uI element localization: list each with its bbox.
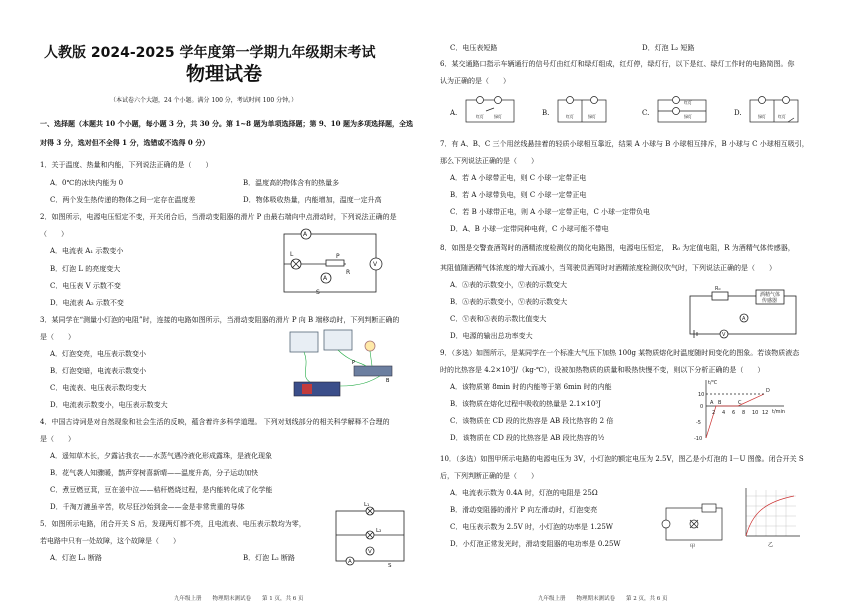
q9-option-b: B．该物质在熔化过程中吸收的热量是 2.1×10³J: [450, 400, 601, 408]
q6-option-a-circuit: [464, 96, 516, 126]
q6-a-red-lamp-label: 红灯: [476, 114, 484, 119]
q3-stem: 3．某同学在“测量小灯泡的电阻”时，连接的电路如图所示，当滑动变阻器的滑片 P 向 B 端移动时，下列判断正确的: [40, 316, 400, 324]
q6-option-b-circuit: [556, 96, 608, 126]
q6-c-red-lamp-label: 红灯: [684, 100, 692, 105]
q5-option-b: B．灯泡 L₂ 断路: [243, 554, 296, 562]
q9-graph-point: D: [766, 388, 770, 394]
q3-stem-2: 是（ ）: [40, 333, 75, 341]
q10-circuit-jia: [662, 500, 726, 550]
q9-option-a: A．该物质第 8min 时的内能等于第 6min 时的内能: [450, 383, 612, 391]
svg-text:A: A: [323, 275, 328, 282]
svg-text:R: R: [346, 269, 351, 276]
q6-b-green-lamp-label: 绿灯: [588, 114, 596, 119]
q5-circuit-diagram: [330, 502, 410, 569]
q9-graph-point: B: [718, 400, 722, 406]
q5-stem-2: 若电路中只有一处故障，这个故障是（ ）: [40, 537, 180, 545]
q9-graph-point: C: [738, 400, 742, 406]
q2-option-c: C．电压表 V 示数不变: [50, 282, 121, 290]
q9-graph-xtick: 6: [732, 410, 736, 416]
svg-text:S: S: [316, 289, 320, 296]
svg-text:L₁: L₁: [364, 502, 370, 508]
q3-option-d: D．电流表示数变小，电压表示数变大: [50, 401, 168, 409]
q3-apparatus-figure: [280, 326, 400, 406]
svg-text:L₂: L₂: [376, 528, 382, 534]
svg-text:P: P: [352, 360, 356, 366]
q3-option-b: B．灯泡变暗，电流表示数变小: [50, 367, 147, 375]
q8-option-a: A．Ⓐ表的示数变小，Ⓥ表的示数变大: [450, 281, 568, 289]
q8-sensor-label-2: 传感器: [762, 298, 778, 304]
q9-graph-ylabel: t/℃: [708, 380, 718, 386]
q9-graph-xlabel: t/min: [772, 409, 786, 415]
exam-page-2: [430, 0, 860, 608]
q7-option-b: B．若 A 小球带负电，则 C 小球一定带正电: [450, 191, 587, 199]
q7-option-c: C．若 B 小球带正电，则 A 小球一定带正电，C 小球一定带负电: [450, 208, 651, 216]
q3-option-a: A．灯泡变亮，电压表示数变小: [50, 350, 147, 358]
q1-stem: 1．关于温度、热量和内能，下列说法正确的是（ ）: [40, 161, 213, 169]
q9-graph-xtick: 4: [722, 410, 726, 416]
svg-text:A: A: [348, 559, 352, 565]
q10-option-d: D．小灯泡正常发光时，滑动变阻器的电功率是 0.25W: [450, 540, 621, 548]
svg-text:A: A: [303, 231, 308, 238]
q6-option-a-label: A.: [450, 109, 458, 117]
q5-option-c: C．电压表短路: [450, 44, 498, 52]
section1-heading-line2: 对得 3 分，选对但不全得 1 分，选错或不选得 0 分）: [40, 138, 210, 147]
q5-stem: 5．如图所示电路，闭合开关 S 后，发现两灯都不亮，且电流表、电压表示数均为零，: [40, 520, 306, 528]
q1-option-c: C．两个发生热传递的物体之间一定存在温度差: [50, 196, 196, 204]
q10-fig-jia-caption: 甲: [690, 544, 696, 550]
q10-option-a: A．电流表示数为 0.4A 时，灯泡的电阻是 25Ω: [450, 489, 598, 497]
q7-stem: 7．有 A、B、C 三个用丝线悬挂着的轻质小球相互靠近，结果 A 小球与 B 小球相互排斥，B 小球与 C 小球相互吸引，: [440, 140, 809, 148]
q9-graph-ytick: -5: [696, 420, 701, 426]
q9-graph-point: A: [710, 400, 714, 406]
q6-a-green-lamp-label: 绿灯: [494, 114, 502, 119]
q2-option-b: B．灯泡 L 的亮度变大: [50, 265, 121, 273]
svg-text:A: A: [742, 316, 746, 322]
q2-paren: （ ）: [40, 230, 68, 238]
q9-graph-xtick: 8: [742, 410, 746, 416]
q8-option-b: B．Ⓐ表的示数变小，Ⓥ表的示数变大: [450, 298, 568, 306]
q3-option-c: C．电流表、电压表示数均变大: [50, 384, 147, 392]
page2-footer: 九年级上册 物理期末测试卷 第 2 页，共 6 页: [538, 596, 668, 602]
q4-stem-2: 是（ ）: [40, 435, 75, 443]
q9-graph-ytick: 0: [700, 404, 704, 410]
q7-option-d: D．A、B 小球一定带同种电荷，C 小球可能不带电: [450, 225, 609, 233]
q6-option-c-label: C.: [642, 109, 650, 117]
q5-option-d: D．灯泡 L₂ 短路: [642, 44, 695, 52]
q8-stem-2: 其阻值随酒精气体浓度的增大而减小，当驾驶员酒驾时对酒精浓度检测仪吹气时，下列说法正确的是（ ）: [440, 264, 776, 272]
q8-sensor-label-1: 酒精气体: [760, 292, 781, 298]
q9-temperature-graph: [692, 378, 788, 442]
q9-graph-ytick: 10: [698, 392, 705, 398]
svg-text:R₀: R₀: [715, 286, 721, 292]
q2-option-a: A．电流表 A₁ 示数变小: [50, 247, 124, 255]
q10-stem-2: 后，下列判断正确的是（ ）: [440, 472, 538, 480]
q4-option-b: B．花气袭人知骤暖，鹊声穿树喜新晴——温度升高，分子运动加快: [50, 469, 259, 477]
q10-fig-yi-caption: 乙: [768, 542, 774, 548]
q9-option-d: D．该物质在 CD 段的比热容是 AB 段比热容的½: [450, 434, 605, 442]
q2-circuit-diagram: [276, 228, 386, 296]
q10-stem: 10．（多选）如图甲所示电路的电源电压为 3V，小灯泡的额定电压为 2.5V，图乙是小灯泡的 I－U 图像。闭合开关 S: [440, 455, 804, 463]
svg-text:V: V: [722, 332, 726, 338]
q9-graph-xtick: 2: [712, 410, 716, 416]
q1-option-a: A．0℃的冰块内能为 0: [50, 179, 124, 187]
q4-option-d: D．千淘万漉虽辛苦，吹尽狂沙始到金——金是非常贵重的导体: [50, 503, 245, 511]
svg-text:S: S: [388, 563, 392, 569]
q9-stem-2: 时的比热容是 4.2×10³J/（kg·℃），设被加热物质的质量和吸热快慢不变，则以下分析正确的是（ ）: [440, 366, 765, 374]
q7-option-a: A．若 A 小球带正电，则 C 小球一定带正电: [450, 174, 587, 182]
q6-stem: 6．某交通路口指示车辆通行的信号灯由红灯和绿灯组成，红灯停，绿灯行，以下是红、绿灯工作时的电路简图。你: [440, 60, 795, 68]
q9-graph-xtick: 12: [762, 410, 769, 416]
q10-iu-graph-yi: [736, 486, 806, 548]
q7-stem-2: 那么下列说法正确的是（ ）: [440, 157, 538, 165]
q8-option-d: D．电源的输出总功率变大: [450, 332, 533, 340]
section1-heading-line1: 一、选择题（本题共 10 个小题，每小题 3 分，共 30 分。第 1~8 题为单项选择题；第 9、10 题为多项选择题，全选: [40, 119, 413, 128]
q2-stem: 2．如图所示，电源电压恒定不变，开关闭合后，当滑动变阻器的滑片 P 由最右端向中点滑动时，下列说法正确的是: [40, 213, 397, 221]
q9-graph-xtick: 10: [752, 410, 759, 416]
q10-option-b: B．滑动变阻器的滑片 P 向左滑动时，灯泡变亮: [450, 506, 598, 514]
q6-stem-2: 认为正确的是（ ）: [440, 77, 510, 85]
q2-option-d: D．电流表 A₂ 示数不变: [50, 299, 124, 307]
svg-text:L: L: [290, 251, 294, 258]
exam-title: 人教版 2024-2025 学年度第一学期九年级期末考试: [44, 45, 376, 61]
q6-option-d-label: D.: [734, 109, 742, 117]
svg-text:V: V: [373, 261, 378, 268]
q4-stem: 4．中国古诗词是对自然现象和社会生活的反映，蕴含着许多科学道理。 下列对划线部分的相关科学解释不合理的: [40, 418, 390, 426]
q6-d-red-lamp-label: 红灯: [778, 114, 786, 119]
q6-d-green-lamp-label: 绿灯: [758, 114, 766, 119]
q4-option-a: A．遥知草木长，夕露沾我衣——水蒸气遇冷液化形成露珠，是液化现象: [50, 452, 273, 460]
exam-subtitle: 物理试卷: [186, 64, 263, 85]
q6-option-c-circuit: [656, 96, 708, 126]
q10-option-c: C．电压表示数为 2.5V 时，小灯泡的功率是 1.25W: [450, 523, 613, 531]
q8-circuit-diagram: [684, 286, 804, 340]
q8-stem: 8．如图是交警查酒驾时的酒精浓度检测仪的简化电路图，电源电压恒定， R₀ 为定值电阻，R 为酒精气体传感器，: [440, 244, 795, 252]
svg-text:P: P: [336, 253, 340, 260]
q9-stem: 9．（多选）如图所示，是某同学在一个标准大气压下加热 100g 某物质熔化时温度随时间变化的图象。若该物质液态: [440, 349, 800, 357]
q1-option-d: D．物体吸收热量，内能增加，温度一定升高: [243, 196, 382, 204]
exam-note: （本试卷六个大题，24 个小题。满分 100 分，考试时间 100 分钟。）: [110, 97, 298, 104]
q5-option-a: A．灯泡 L₁ 断路: [50, 554, 102, 562]
svg-text:V: V: [368, 549, 372, 555]
q6-option-b-label: B.: [542, 109, 550, 117]
q6-b-red-lamp-label: 红灯: [566, 114, 574, 119]
q1-option-b: B．温度高的物体含有的热量多: [243, 179, 340, 187]
q6-option-d-circuit: [748, 96, 800, 126]
q9-graph-ytick: -10: [694, 436, 703, 442]
q6-c-green-lamp-label: 绿灯: [684, 114, 692, 119]
q4-option-c: C．煮豆燃豆萁，豆在釜中泣——秸秆燃烧过程，是内能转化成了化学能: [50, 486, 273, 494]
q8-option-c: C．Ⓥ表和Ⓐ表的示数比值变大: [450, 315, 547, 323]
q9-option-c: C．该物质在 CD 段的比热容是 AB 段比热容的 2 倍: [450, 417, 614, 425]
page1-footer: 九年级上册 物理期末测试卷 第 1 页，共 6 页: [174, 596, 304, 602]
svg-text:B: B: [386, 378, 390, 384]
